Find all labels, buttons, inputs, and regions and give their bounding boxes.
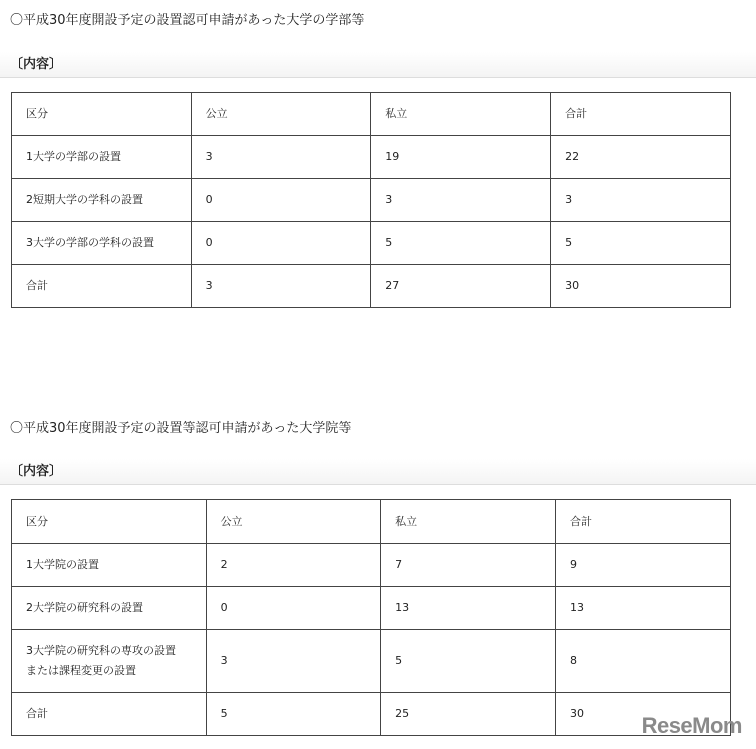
cell: 13	[556, 587, 731, 630]
header-cell: 合計	[551, 93, 731, 136]
cell: 5	[371, 222, 551, 265]
cell: 19	[371, 136, 551, 179]
table-row	[12, 222, 731, 265]
header-cell: 私立	[381, 500, 556, 544]
section-1-subheading: 〔内容〕	[0, 52, 756, 78]
cell: 3	[191, 136, 371, 179]
cell: 5	[381, 630, 556, 693]
cell: 0	[191, 179, 371, 222]
cell: 合計	[12, 693, 207, 736]
table-row	[12, 136, 731, 179]
cell: 2大学院の研究科の設置	[12, 587, 207, 630]
cell: 5	[551, 222, 731, 265]
table-row	[12, 587, 731, 630]
table-row	[12, 544, 731, 587]
section-1-title: 〇平成30年度開設予定の設置認可申請があった大学の学部等	[10, 13, 365, 28]
cell: 5	[206, 693, 381, 736]
cell: 3	[191, 265, 371, 308]
cell: 0	[191, 222, 371, 265]
graduate-school-table	[11, 499, 731, 736]
cell: 3	[371, 179, 551, 222]
cell: 13	[381, 587, 556, 630]
cell: 8	[556, 630, 731, 693]
header-cell: 公立	[206, 500, 381, 544]
cell: 3大学院の研究科の専攻の設置または課程変更の設置	[12, 630, 207, 693]
resemom-logo: ReseMom	[641, 713, 742, 738]
cell: 3大学の学部の学科の設置	[12, 222, 192, 265]
header-cell: 公立	[191, 93, 371, 136]
header-cell: 区分	[12, 500, 207, 544]
header-cell: 私立	[371, 93, 551, 136]
university-faculty-table	[11, 92, 731, 308]
header-cell: 合計	[556, 500, 731, 544]
table-total-row	[12, 693, 731, 736]
table-header-row	[12, 93, 731, 136]
cell: 1大学院の設置	[12, 544, 207, 587]
table-row	[12, 179, 731, 222]
cell: 2短期大学の学科の設置	[12, 179, 192, 222]
cell: 1大学の学部の設置	[12, 136, 192, 179]
cell: 9	[556, 544, 731, 587]
section-2-subheading: 〔内容〕	[0, 459, 756, 485]
cell: 25	[381, 693, 556, 736]
table-header-row	[12, 500, 731, 544]
cell: 27	[371, 265, 551, 308]
cell: 3	[206, 630, 381, 693]
cell: 30	[556, 693, 731, 736]
cell: 22	[551, 136, 731, 179]
header-cell: 区分	[12, 93, 192, 136]
cell: 合計	[12, 265, 192, 308]
table-total-row	[12, 265, 731, 308]
cell: 0	[206, 587, 381, 630]
cell: 7	[381, 544, 556, 587]
cell: 30	[551, 265, 731, 308]
section-2-title: 〇平成30年度開設予定の設置等認可申請があった大学院等	[10, 421, 352, 436]
cell: 3	[551, 179, 731, 222]
cell: 2	[206, 544, 381, 587]
table-row	[12, 630, 731, 693]
